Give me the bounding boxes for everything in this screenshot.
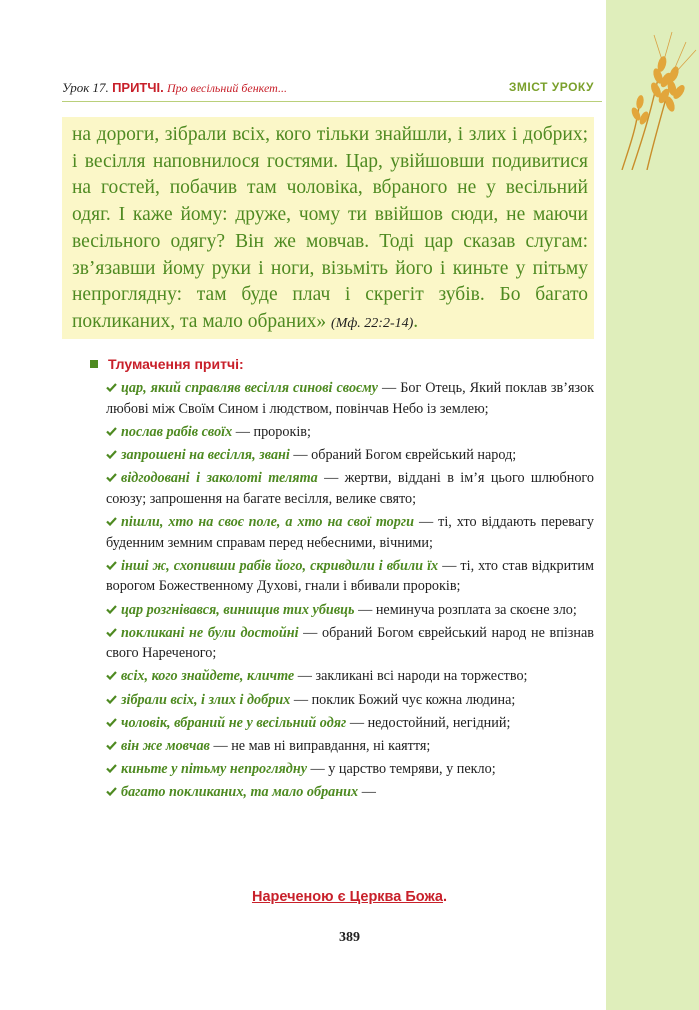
interpretation-list	[106, 378, 594, 806]
lesson-number: Урок 17.	[62, 80, 109, 95]
checkmark-icon	[106, 383, 117, 392]
item-text: — поклик Божий чує кожна людина;	[290, 691, 516, 708]
list-item	[106, 782, 594, 803]
item-text: — жертви, віддані в ім’я цього шлюбного союзу; запрошення на багате весілля, велике свято;	[106, 470, 594, 507]
item-term: цар, який справляв весілля синові своєму	[121, 380, 378, 396]
item-text: —	[358, 784, 376, 801]
list-item	[106, 445, 594, 466]
contents-link[interactable]: ЗМІСТ УРОКУ	[508, 80, 594, 94]
checkmark-icon	[106, 561, 117, 570]
scripture-quote-text	[72, 122, 588, 338]
checkmark-icon	[106, 450, 117, 459]
bullet-square-icon	[90, 360, 98, 368]
list-item	[106, 736, 594, 757]
item-term: всіх, кого знайдете, кличте	[121, 668, 295, 685]
list-item	[106, 468, 594, 509]
item-text: — обраний Богом єврейський народ;	[289, 446, 517, 463]
item-text: — закликані всі народи на торжество;	[294, 668, 528, 685]
lesson-topic: ПРИТЧІ.	[112, 80, 164, 95]
checkmark-icon	[106, 741, 117, 750]
quote-reference: (Мф. 22:2-14)	[331, 315, 414, 331]
item-term: він же мовчав	[121, 738, 210, 755]
item-term: зібрали всіх, і злих і добрих	[121, 691, 291, 708]
checkmark-icon	[106, 718, 117, 727]
conclusion-end: .	[442, 889, 448, 905]
page-number: 389	[339, 930, 360, 945]
list-item	[106, 512, 594, 553]
item-text: — Бог Отець, Який поклав зв’язок любові між Своїм Сином і людством, повінчав Небо із землею;	[106, 380, 594, 417]
item-term: запрошені на весілля, звані	[121, 446, 290, 463]
item-term: інші ж, схопивши рабів його, скривдили і вбили їх	[121, 557, 439, 574]
checkmark-icon	[106, 427, 117, 436]
list-item	[106, 600, 594, 621]
lesson-subtitle: Про весільний бенкет...	[166, 81, 287, 95]
checkmark-icon	[106, 605, 117, 614]
item-term: чоловік, вбраний не у весільний одяг	[121, 714, 347, 731]
list-item	[106, 378, 594, 419]
list-item	[106, 623, 594, 664]
item-term: цар розгнівався, винищив тих убивць	[121, 601, 355, 618]
item-term: пішли, хто на своє поле, а хто на свої торги	[121, 513, 414, 530]
item-text: — ті, хто віддають перевагу буденним земним справам перед небесними, вічними;	[106, 513, 595, 551]
item-text: — не мав ні виправдання, ні каяття;	[209, 738, 431, 755]
checkmark-icon	[106, 628, 117, 637]
item-text: — у царство темряви, у пекло;	[307, 761, 496, 778]
item-term: покликані не були достойні	[121, 624, 299, 641]
list-item	[106, 759, 594, 780]
item-text: — пророків;	[232, 423, 311, 440]
checkmark-icon	[106, 764, 117, 773]
item-term: багато покликаних, та мало обраних	[121, 784, 359, 801]
list-item	[106, 556, 594, 597]
item-term: киньте у пітьму непроглядну	[121, 761, 307, 778]
section-title: Тлумачення притчі:	[108, 356, 244, 372]
item-term: відгодовані і заколоті телята	[121, 470, 318, 487]
list-item	[106, 666, 594, 687]
checkmark-icon	[106, 695, 117, 704]
wheat-icon	[602, 30, 699, 170]
quote-end: .	[413, 310, 419, 332]
checkmark-icon	[106, 787, 117, 796]
quote-body: на дороги, зібрали всіх, кого тільки знайшли, і злих і добрих; і весілля наповнилося гостями. Цар, увійшовши подивитися на гостей, побачив там чоловіка, вбраного не у весільний одяг. І каже йому: друже, чому ти ввійшов сюди, не маючи весільного одягу? Він же мовчав. Тоді цар сказав слугам: зв’язавши йому руки і ноги, візьміть його і киньте у пітьму непроглядну: там буде плач і скрегіт зубів. Бо багато покликаних, та мало обраних»	[72, 124, 588, 332]
section-heading	[90, 356, 244, 372]
list-item	[106, 690, 594, 711]
item-text: — недостойний, негідний;	[346, 714, 511, 731]
checkmark-icon	[106, 517, 117, 526]
list-item	[106, 422, 594, 443]
item-text: — обраний Богом єврейський народ не впізнав свого Нареченого;	[106, 624, 594, 662]
page-header	[62, 80, 596, 100]
checkmark-icon	[106, 473, 117, 482]
item-term: послав рабів своїх	[121, 423, 233, 440]
conclusion	[0, 889, 699, 905]
checkmark-icon	[106, 671, 117, 680]
item-text: — ті, хто став відкритим ворогом Божественному Духові, гнали і вбивали пророків;	[106, 557, 594, 595]
item-text: — неминуча розплата за скоєне зло;	[354, 601, 577, 618]
scripture-quote-box	[62, 117, 594, 339]
list-item	[106, 713, 594, 734]
header-divider	[62, 101, 602, 102]
lesson-title	[62, 80, 287, 96]
conclusion-text: Нареченою є Церква Божа	[251, 889, 443, 905]
